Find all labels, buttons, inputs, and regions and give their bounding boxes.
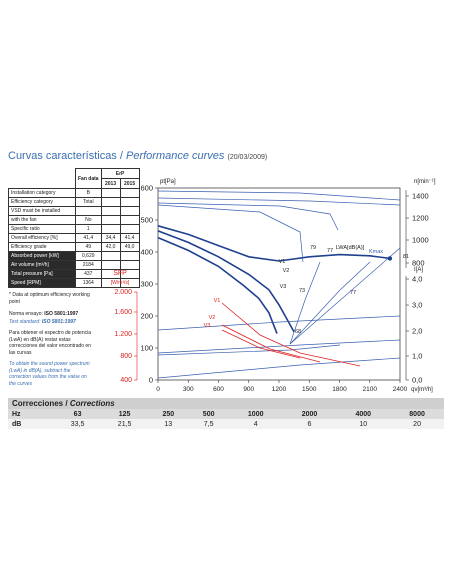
pressure-tick-label: 500	[140, 215, 153, 225]
chart-annotation: 73	[298, 288, 306, 294]
db-value: 20	[390, 419, 444, 429]
power-tick-label: 3,0	[412, 300, 423, 310]
chart-annotation: 77	[326, 248, 334, 254]
x-tick-label: 1200	[271, 386, 287, 393]
x-tick-label: 300	[182, 386, 194, 393]
rpm-tick-label: 1000	[412, 235, 429, 245]
db-value: 13	[148, 419, 188, 429]
fan-row-value: 437	[76, 270, 102, 279]
rpm-axis-label: n[min⁻¹]	[414, 179, 436, 185]
fan-row-label: Efficiency grade	[9, 243, 76, 252]
pressure-tick-label: 600	[140, 183, 153, 193]
system-curve	[158, 205, 303, 262]
optimum-note: * Data at optimum efficiency working point	[9, 292, 90, 305]
test-label: Test standard:	[9, 319, 42, 325]
fan-row-label: Absorbed power [kW]	[9, 252, 76, 261]
x-tick-label: 0	[156, 386, 160, 393]
sfp-tick-label: 400	[120, 377, 132, 384]
fan-row-value: 1364	[76, 279, 102, 288]
fan-data-header: Fan data	[76, 169, 102, 189]
db-value: 6	[283, 419, 337, 429]
fan-row-label: Speed [RPM]	[9, 279, 76, 288]
chart-annotation: LWA[dB(A)]	[335, 245, 365, 251]
fan-row-value: B	[76, 189, 102, 198]
corrections-title-en: Corrections	[69, 399, 115, 408]
x-tick-label: 2400	[392, 386, 408, 393]
hz-value: 63	[54, 409, 101, 419]
fan-row-value: 42,0	[101, 243, 120, 252]
chart-annotation: 79	[309, 245, 317, 251]
sfp-tick-label: 800	[120, 353, 132, 360]
hz-value: 2000	[283, 409, 337, 419]
corrections-hz-row	[8, 409, 444, 419]
rpm-tick-label: 1200	[412, 213, 429, 223]
fan-row-label: Air volume [m³/h]	[9, 261, 76, 270]
fan-row-value: 34,4	[101, 234, 120, 243]
fan-row-label: Overall efficiency [%]	[9, 234, 76, 243]
corrections-db-row	[8, 419, 444, 429]
spanish-correction-note: Para obtener el espectro de potencia (LwA) en dB(A) restar estas correcciones del valor encontrado en las curvas	[9, 330, 91, 356]
x-tick-label: 600	[213, 386, 224, 393]
fan-row-label: Installation category	[9, 189, 76, 198]
title-en: Performance curves	[125, 150, 225, 162]
x-tick-label: 1500	[302, 386, 317, 393]
fan-row-value: 41,4	[76, 234, 102, 243]
corrections-table	[8, 398, 444, 429]
hz-value: 1000	[229, 409, 283, 419]
title-date: (20/03/2009)	[227, 154, 268, 161]
db-value: 10	[336, 419, 390, 429]
power-tick-label: 2,0	[412, 326, 423, 336]
fan-row-value: 2184	[76, 261, 102, 270]
rpm-tick-label: 800	[412, 258, 425, 268]
power-tick-label: 1,0	[412, 351, 423, 361]
fan-row-value: Total	[76, 198, 102, 207]
corrections-title-row	[8, 398, 444, 409]
norma-value: ISO 5801:1997	[44, 311, 79, 317]
x-tick-label: 900	[243, 386, 255, 393]
sfp-tick-label: 1.200	[114, 331, 132, 338]
year-2013-header: 2013	[101, 179, 120, 189]
kmax-point	[388, 256, 392, 260]
fan-row-label: Efficiency category	[9, 198, 76, 207]
db-label: dB	[8, 419, 54, 429]
system-curve	[158, 316, 400, 330]
system-curve	[158, 358, 400, 378]
series-label-v1: V1	[278, 259, 286, 265]
sfp-tick-label: 2.000	[114, 289, 132, 296]
system-curve	[290, 262, 370, 344]
fan-row-value: 49,0	[120, 243, 139, 252]
series-label-v3: V3	[279, 284, 287, 290]
fan-row-label: Total pressure [Pa]	[9, 270, 76, 279]
power-tick-label: 4,0	[412, 274, 423, 284]
chart-annotation: 77	[349, 290, 357, 296]
pressure-tick-label: 400	[140, 247, 153, 257]
fan-curve-v3	[158, 238, 277, 334]
erp-header: ErP	[101, 169, 139, 179]
corrections-title-es: Correcciones /	[12, 399, 70, 408]
hz-label: Hz	[8, 409, 54, 419]
series-label-v2: V2	[282, 268, 290, 274]
fan-row-value: 49	[76, 243, 102, 252]
x-tick-label: 1800	[332, 386, 347, 393]
hz-value: 8000	[390, 409, 444, 419]
power-axis-label: I[A]	[414, 267, 424, 273]
test-value: ISO 5801:1997	[41, 319, 76, 325]
year-2015-header: 2015	[120, 179, 139, 189]
norma-label: Norma ensayo:	[9, 311, 45, 317]
pressure-axis-label: pt[Pa]	[160, 179, 176, 185]
x-tick-label: 2100	[362, 386, 377, 393]
chart-annotation: 68	[294, 329, 302, 335]
power-tick-label: 0,0	[412, 375, 423, 385]
hz-value: 4000	[336, 409, 390, 419]
fan-row-label: with the fan	[9, 216, 76, 225]
hz-value: 500	[188, 409, 228, 419]
sfp-tick-label: 1.600	[114, 309, 132, 316]
fan-row-value: 41,4	[120, 234, 139, 243]
pressure-tick-label: 300	[140, 279, 153, 289]
chart-annotation: V1	[213, 298, 221, 304]
chart-annotation: Kmax	[368, 249, 384, 255]
db-value: 21,5	[101, 419, 148, 429]
sfp-axis-unit: [W/m³/s]	[110, 280, 130, 286]
fan-curve-v1	[158, 226, 390, 261]
hz-value: 250	[148, 409, 188, 419]
x-axis-label: qv[m³/h]	[411, 387, 433, 393]
pressure-tick-label: 100	[140, 343, 153, 353]
english-correction-note: To obtain the sound power spectrum (LwA) in dB(A), subtract the correction values from the value on the curves	[9, 361, 90, 387]
db-value: 33,5	[54, 419, 101, 429]
db-value: 7,5	[188, 419, 228, 429]
pressure-tick-label: 200	[140, 311, 153, 321]
sfp-curve	[222, 303, 360, 366]
rpm-tick-label: 1400	[412, 191, 429, 201]
hz-value: 125	[101, 409, 148, 419]
pressure-tick-label: 0	[148, 375, 153, 385]
chart-annotation: V3	[203, 323, 211, 329]
fan-row-label: Specific ratio	[9, 225, 76, 234]
chart-annotation: V2	[208, 315, 216, 321]
fan-row-value: No	[76, 216, 102, 225]
chart-annotation: 81	[402, 254, 410, 260]
db-value: 4	[229, 419, 283, 429]
system-curve	[158, 345, 340, 355]
fan-row-label: VSD must be installed	[9, 207, 76, 216]
fan-row-value: 0,629	[76, 252, 102, 261]
title-es: Curvas características /	[8, 150, 126, 162]
fan-row-value: 1	[76, 225, 102, 234]
sfp-axis-label: SFP	[113, 270, 127, 277]
